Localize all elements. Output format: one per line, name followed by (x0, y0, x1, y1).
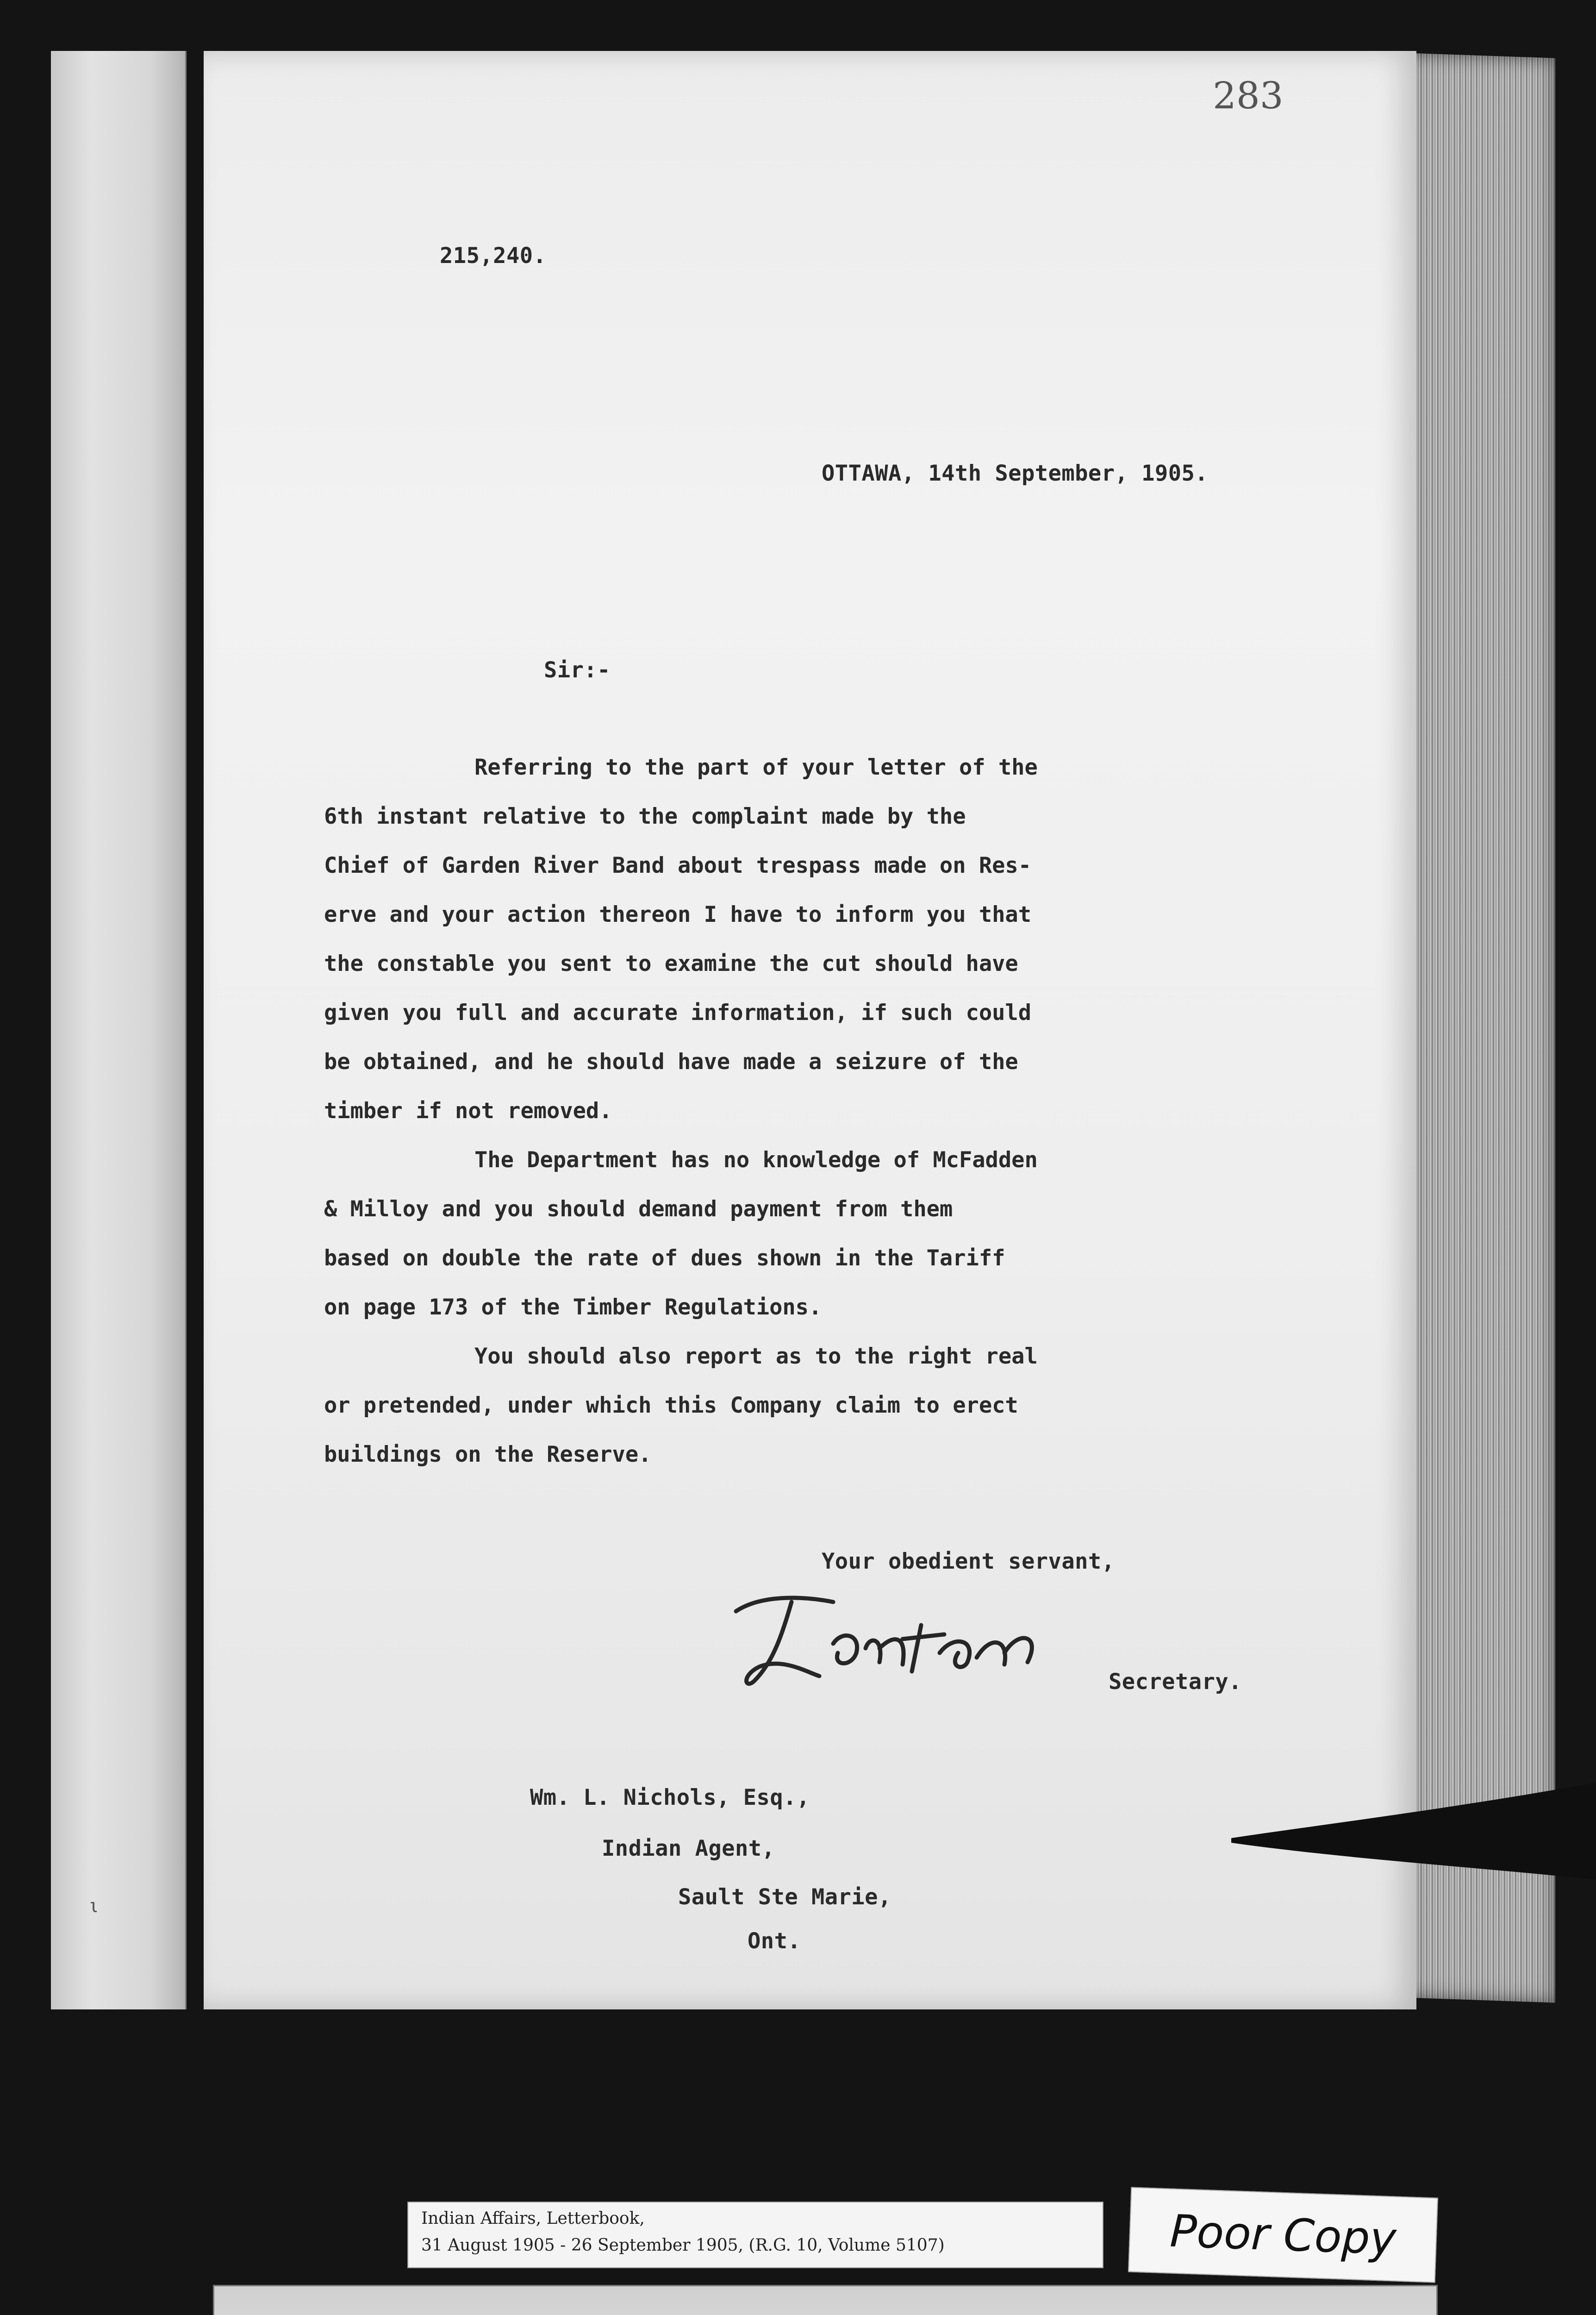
catalog-line-1: Indian Affairs, Letterbook, (421, 2209, 645, 2228)
book-page-edges (1407, 53, 1555, 2002)
body-line: Referring to the part of your letter of the (474, 755, 1038, 780)
archive-catalog-label (407, 2202, 1103, 2268)
left-page-leaf (51, 51, 187, 2009)
catalog-line-2: 31 August 1905 - 26 September 1905, (R.G. 10, Volume 5107) (421, 2236, 945, 2255)
signer-title: Secretary. (1109, 1669, 1242, 1695)
archive-stamp-sign (213, 2285, 1438, 2315)
body-line: & Milloy and you should demand payment from them (324, 1196, 953, 1222)
addressee-province: Ont. (748, 1928, 801, 1954)
body-line: Chief of Garden River Band about trespass made on Res- (324, 853, 1032, 878)
folio-number: 283 (1213, 74, 1284, 117)
file-number: 215,240. (440, 243, 547, 269)
poor-copy-note: Poor Copy (1128, 2187, 1438, 2283)
body-line: or pretended, under which this Company claim to erect (324, 1393, 1018, 1418)
body-line: erve and your action thereon I have to inform you that (324, 902, 1032, 927)
body-line: timber if not removed. (324, 1098, 612, 1124)
handwritten-signature (727, 1583, 1051, 1699)
body-line: be obtained, and he should have made a seizure of the (324, 1049, 1018, 1075)
body-line: buildings on the Reserve. (324, 1442, 652, 1467)
addressee-title: Indian Agent, (602, 1836, 775, 1861)
blade-shadow (1231, 1773, 1596, 1880)
salutation: Sir:- (544, 657, 611, 683)
body-line: on page 173 of the Timber Regulations. (324, 1295, 822, 1320)
addressee-place: Sault Ste Marie, (678, 1884, 892, 1910)
leaf-mark: ι (88, 1896, 100, 1917)
body-line: 6th instant relative to the complaint made by the (324, 804, 966, 829)
closing: Your obedient servant, (822, 1549, 1115, 1574)
letter-body (324, 743, 1389, 1479)
dateline: OTTAWA, 14th September, 1905. (822, 461, 1209, 486)
body-line: The Department has no knowledge of McFadden (474, 1147, 1038, 1173)
body-line: You should also report as to the right real (474, 1344, 1038, 1369)
body-line: the constable you sent to examine the cut should have (324, 951, 1018, 976)
body-line: based on double the rate of dues shown in the Tariff (324, 1245, 1005, 1271)
addressee-name: Wm. L. Nichols, Esq., (530, 1785, 810, 1810)
body-line: given you full and accurate information, if such could (324, 1000, 1032, 1026)
